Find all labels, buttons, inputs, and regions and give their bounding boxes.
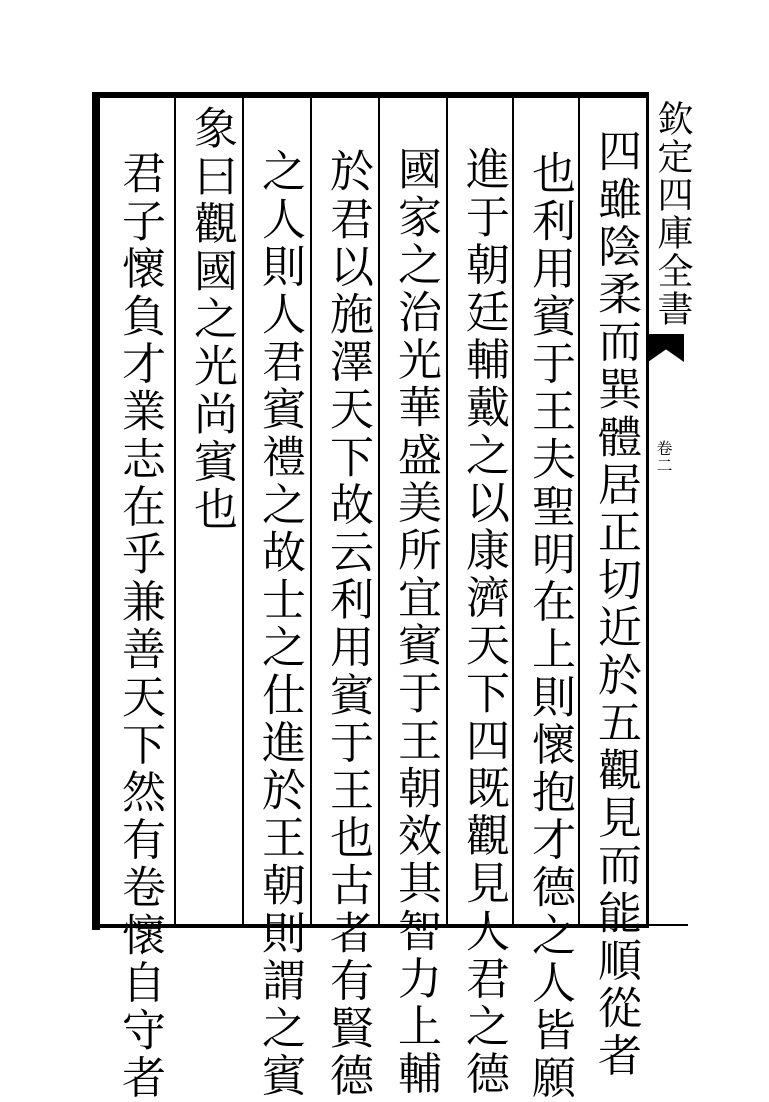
- text-column-7: 象曰觀國之光尚賓也: [186, 105, 237, 534]
- text-column-6: 之人則人君賓禮之故士之仕進於王朝則謂之賓: [254, 148, 305, 1100]
- text-column-1: 四雖陰柔而巽體居正切近於五觀見而能順從者: [590, 128, 641, 1080]
- page-frame-left: [92, 92, 100, 930]
- text-column-5: 於君以施澤天下故云利用賓于王也古者有賢德: [322, 148, 373, 1100]
- fish-tail-mark-icon: [648, 334, 684, 362]
- volume-label: 卷二: [654, 440, 673, 474]
- text-column-8: 君子懷負才業志在乎兼善天下然有卷懷自守者: [114, 150, 165, 1102]
- text-column-4: 國家之治光華盛美所宜賓于王朝效其智力上輔: [390, 146, 441, 1098]
- text-column-2: 也利用賓于王夫聖明在上則懷抱才德之人皆願: [524, 150, 575, 1102]
- book-title: 欽定四庫全書: [652, 100, 693, 328]
- text-column-3: 進于朝廷輔戴之以康濟天下四既觀見人君之德: [458, 146, 509, 1098]
